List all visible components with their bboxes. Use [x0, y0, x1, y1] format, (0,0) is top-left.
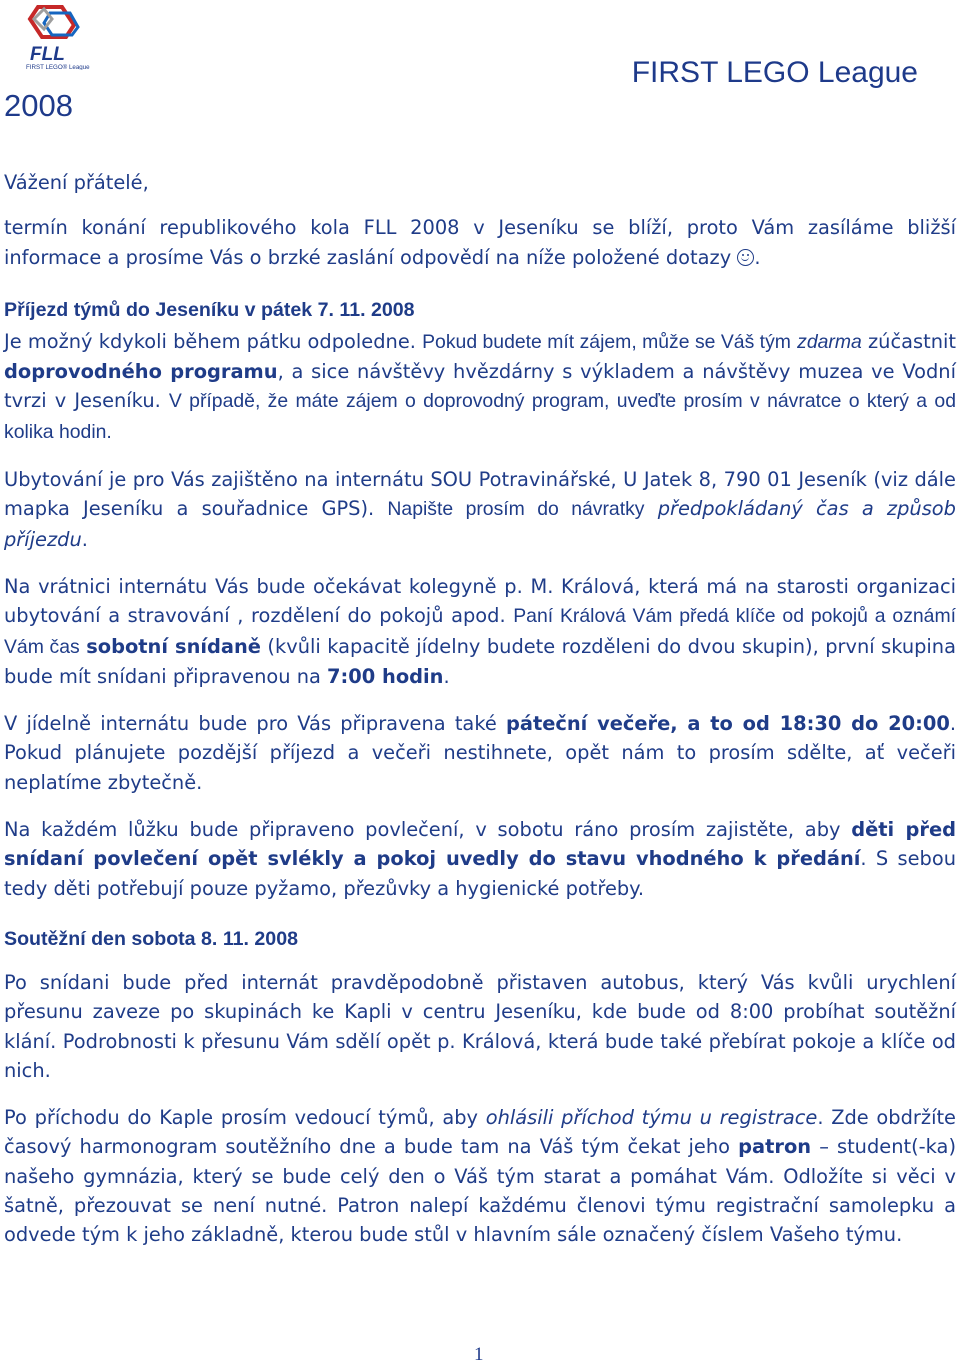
- fll-logo: [14, 4, 92, 70]
- arrival-paragraph-4: V jídelně internátu bude pro Vás připravena také páteční večeře, a to od 18:30 do 20:00. Pokud plánujete pozdější příjezd a večeři nestihnete, opět nám to prosím sdělte, ať večeři neplatíme zbytečně.: [4, 712, 956, 794]
- arrival-paragraph-2: Ubytování je pro Vás zajištěno na internátu SOU Potravinářské, U Jatek 8, 790 01 Jeseník (viz dále mapka Jeseníku a souřadnice GPS). Napište prosím do návratky předpokládaný čas a způsob příjezdu.: [4, 468, 956, 551]
- arrival-paragraph-1: Je možný kdykoli během pátku odpoledne. Pokud budete mít zájem, může se Váš tým zdarma zúčastnit doprovodného programu, a sice návštěvy hvězdárny s výkladem a návštěvy muzea ve Vodní tvrzi v Jeseníku. V případě, že máte zájem o doprovodný program, uveďte prosím v návratce o který a od kolika hodin.: [4, 329, 956, 443]
- contest-paragraph-1: Po snídani bude před internát pravděpodobně přistaven autobus, který Vás kvůli urychlení přesunu zaveze po skupinách ke Kapli v centru Jeseníku, kde bude od 8:00 probíhat soutěžní klání. Podrobnosti k přesunu Vám sdělí opět p. Králová, která bude také přebírat pokoje a klíče od nich.: [4, 970, 956, 1082]
- logo-caption: FIRST LEGO® League: [26, 64, 90, 70]
- intro-paragraph: termín konání republikového kola FLL 2008 v Jeseníku se blíží, proto Vám zasíláme bližší informace a prosíme Vás o brzké zaslání odpovědí na níže položené dotazy .: [4, 216, 956, 269]
- letter-body: [4, 168, 956, 1268]
- arrival-paragraph-5: Na každém lůžku bude připraveno povlečení, v sobotu ráno prosím zajistěte, aby děti před snídaní povlečení opět svlékly a pokoj uvedly do stavu vhodného k předání. S sebou tedy děti potřebují pouze pyžamo, přezůvky a hygienické potřeby.: [4, 818, 956, 900]
- header-year: 2008: [4, 88, 73, 123]
- contest-paragraph-2: Po příchodu do Kaple prosím vedoucí týmů, aby ohlásili příchod týmu u registrace. Zde obdržíte časový harmonogram soutěžního dne a bude tam na Váš tým čekat jeho patron – student(-ka) našeho gymnázia, který se bude celý den o Váš tým starat a pomáhat Vám. Odložíte si věci v šatně, přezouvat se není nutné. Patron nalepí každému členovi týmu registrační samolepku a odvede tým k jeho základně, kterou bude stůl v hlavním sále označený číslem Vašeho týmu.: [4, 1106, 957, 1247]
- contest-heading: Soutěžní den sobota 8. 11. 2008: [4, 927, 299, 950]
- header-title: FIRST LEGO League: [631, 56, 918, 89]
- arrival-heading: Příjezd týmů do Jeseníku v pátek 7. 11. 2008: [4, 298, 415, 321]
- arrival-paragraph-3: Na vrátnici internátu Vás bude očekávat kolegyně p. M. Králová, která má na starosti organizaci ubytování a stravování , rozdělení do pokojů apod. Paní Králová Vám předá klíče od pokojů a oznámí Vám čas sobotní snídaně (kvůli kapacitě jídelny budete rozděleni do dvou skupin), první skupina bude mít snídani připravenou na 7:00 hodin.: [4, 574, 956, 688]
- page-number: 1: [474, 1344, 484, 1365]
- smiley-icon: [737, 249, 754, 266]
- logo-mark: FLL: [30, 44, 65, 65]
- greeting: Vážení přátelé,: [4, 171, 149, 194]
